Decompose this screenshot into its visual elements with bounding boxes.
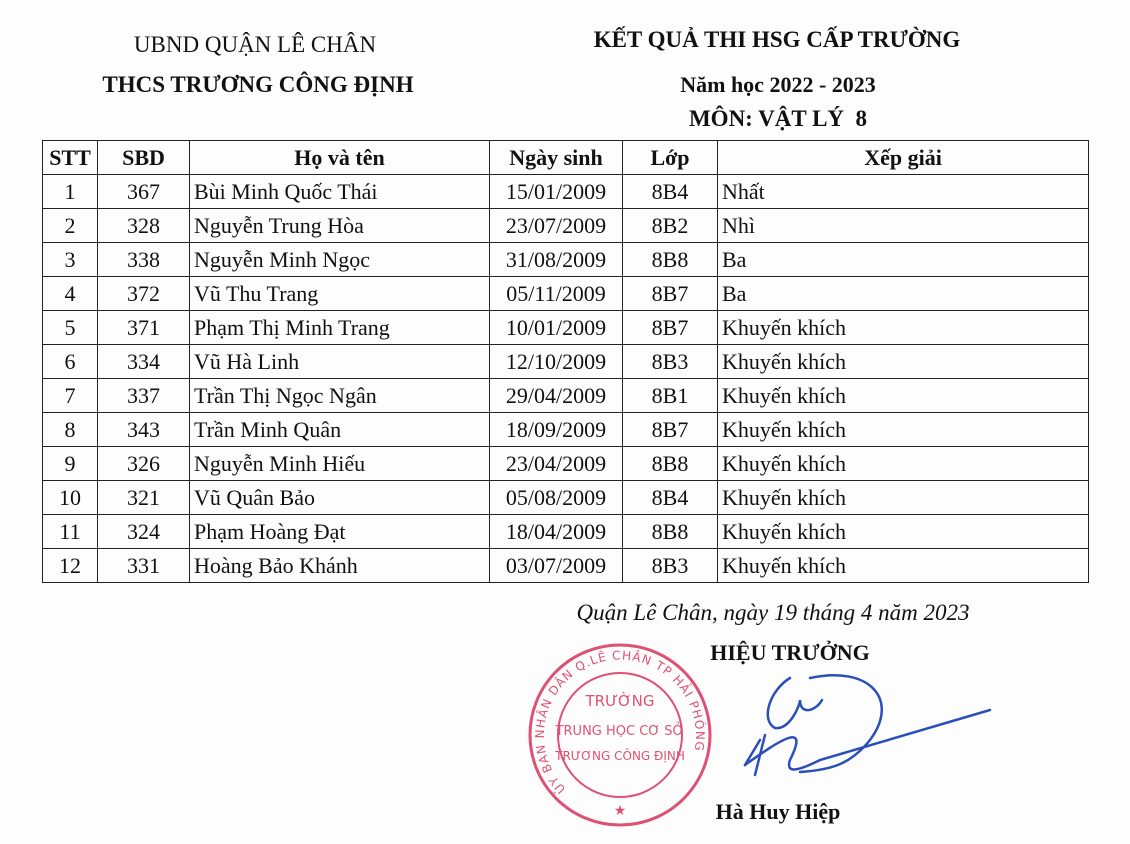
stamp-line-3: TRƯƠNG CÔNG ĐỊNH [555, 749, 685, 763]
cell-sbd: 337 [98, 379, 190, 413]
cell-sbd: 321 [98, 481, 190, 515]
cell-sbd: 331 [98, 549, 190, 583]
cell-class: 8B3 [623, 549, 718, 583]
col-name: Họ và tên [190, 141, 490, 175]
stamp-ring-text: ỦY BAN NHÂN DÂN Q.LÊ CHÂN TP HẢI PHÒNG [532, 648, 708, 797]
signer-title: HIỆU TRƯỞNG [710, 640, 870, 665]
cell-award: Khuyến khích [718, 311, 1089, 345]
cell-award: Khuyến khích [718, 413, 1089, 447]
cell-name: Vũ Hà Linh [190, 345, 490, 379]
svg-text:★: ★ [613, 804, 627, 819]
cell-class: 8B8 [623, 515, 718, 549]
cell-name: Phạm Thị Minh Trang [190, 311, 490, 345]
cell-name: Nguyễn Trung Hòa [190, 209, 490, 243]
cell-dob: 05/11/2009 [490, 277, 623, 311]
cell-dob: 18/04/2009 [490, 515, 623, 549]
cell-dob: 29/04/2009 [490, 379, 623, 413]
cell-class: 8B7 [623, 311, 718, 345]
cell-award: Khuyến khích [718, 379, 1089, 413]
cell-dob: 15/01/2009 [490, 175, 623, 209]
cell-stt: 5 [43, 311, 98, 345]
cell-class: 8B4 [623, 175, 718, 209]
cell-sbd: 326 [98, 447, 190, 481]
cell-class: 8B4 [623, 481, 718, 515]
cell-sbd: 328 [98, 209, 190, 243]
cell-dob: 10/01/2009 [490, 311, 623, 345]
col-dob: Ngày sinh [490, 141, 623, 175]
col-award: Xếp giải [718, 141, 1089, 175]
stamp-line-2: TRUNG HỌC CƠ SỞ [555, 724, 685, 739]
cell-sbd: 334 [98, 345, 190, 379]
cell-name: Trần Thị Ngọc Ngân [190, 379, 490, 413]
cell-name: Vũ Thu Trang [190, 277, 490, 311]
cell-stt: 12 [43, 549, 98, 583]
cell-stt: 9 [43, 447, 98, 481]
col-sbd: SBD [98, 141, 190, 175]
school-name: THCS TRƯƠNG CÔNG ĐỊNH [102, 72, 414, 97]
cell-stt: 2 [43, 209, 98, 243]
document-title: KẾT QUẢ THI HSG CẤP TRƯỜNG [593, 27, 961, 52]
cell-name: Vũ Quân Bảo [190, 481, 490, 515]
cell-dob: 12/10/2009 [490, 345, 623, 379]
cell-class: 8B8 [623, 243, 718, 277]
cell-name: Bùi Minh Quốc Thái [190, 175, 490, 209]
cell-stt: 8 [43, 413, 98, 447]
cell-award: Ba [718, 277, 1089, 311]
place-and-date: Quận Lê Chân, ngày 19 tháng 4 năm 2023 [576, 600, 970, 625]
cell-sbd: 367 [98, 175, 190, 209]
cell-stt: 4 [43, 277, 98, 311]
subject: MÔN: VẬT LÝ 8 [688, 106, 868, 131]
cell-stt: 11 [43, 515, 98, 549]
cell-award: Nhất [718, 175, 1089, 209]
cell-dob: 18/09/2009 [490, 413, 623, 447]
cell-dob: 05/08/2009 [490, 481, 623, 515]
school-stamp [530, 645, 710, 825]
cell-sbd: 372 [98, 277, 190, 311]
cell-stt: 3 [43, 243, 98, 277]
cell-sbd: 371 [98, 311, 190, 345]
cell-class: 8B7 [623, 413, 718, 447]
cell-sbd: 324 [98, 515, 190, 549]
cell-name: Nguyễn Minh Hiếu [190, 447, 490, 481]
cell-name: Hoàng Bảo Khánh [190, 549, 490, 583]
cell-award: Khuyến khích [718, 345, 1089, 379]
cell-dob: 23/07/2009 [490, 209, 623, 243]
cell-dob: 31/08/2009 [490, 243, 623, 277]
school-year: Năm học 2022 - 2023 [680, 72, 876, 97]
cell-dob: 03/07/2009 [490, 549, 623, 583]
cell-name: Nguyễn Minh Ngọc [190, 243, 490, 277]
cell-award: Khuyến khích [718, 549, 1089, 583]
cell-award: Khuyến khích [718, 515, 1089, 549]
cell-award: Khuyến khích [718, 481, 1089, 515]
col-stt: STT [43, 141, 98, 175]
cell-class: 8B7 [623, 277, 718, 311]
cell-name: Trần Minh Quân [190, 413, 490, 447]
stamp-line-1: TRƯỜNG [585, 692, 655, 710]
authority-name: UBND QUẬN LÊ CHÂN [133, 32, 377, 57]
cell-stt: 1 [43, 175, 98, 209]
cell-award: Khuyến khích [718, 447, 1089, 481]
cell-award: Nhì [718, 209, 1089, 243]
cell-class: 8B8 [623, 447, 718, 481]
cell-sbd: 343 [98, 413, 190, 447]
signer-name: Hà Huy Hiệp [715, 799, 841, 824]
cell-sbd: 338 [98, 243, 190, 277]
signature [745, 675, 990, 775]
cell-stt: 7 [43, 379, 98, 413]
cell-stt: 10 [43, 481, 98, 515]
cell-award: Ba [718, 243, 1089, 277]
cell-dob: 23/04/2009 [490, 447, 623, 481]
cell-stt: 6 [43, 345, 98, 379]
cell-class: 8B2 [623, 209, 718, 243]
cell-class: 8B1 [623, 379, 718, 413]
cell-name: Phạm Hoàng Đạt [190, 515, 490, 549]
col-class: Lớp [623, 141, 718, 175]
cell-class: 8B3 [623, 345, 718, 379]
